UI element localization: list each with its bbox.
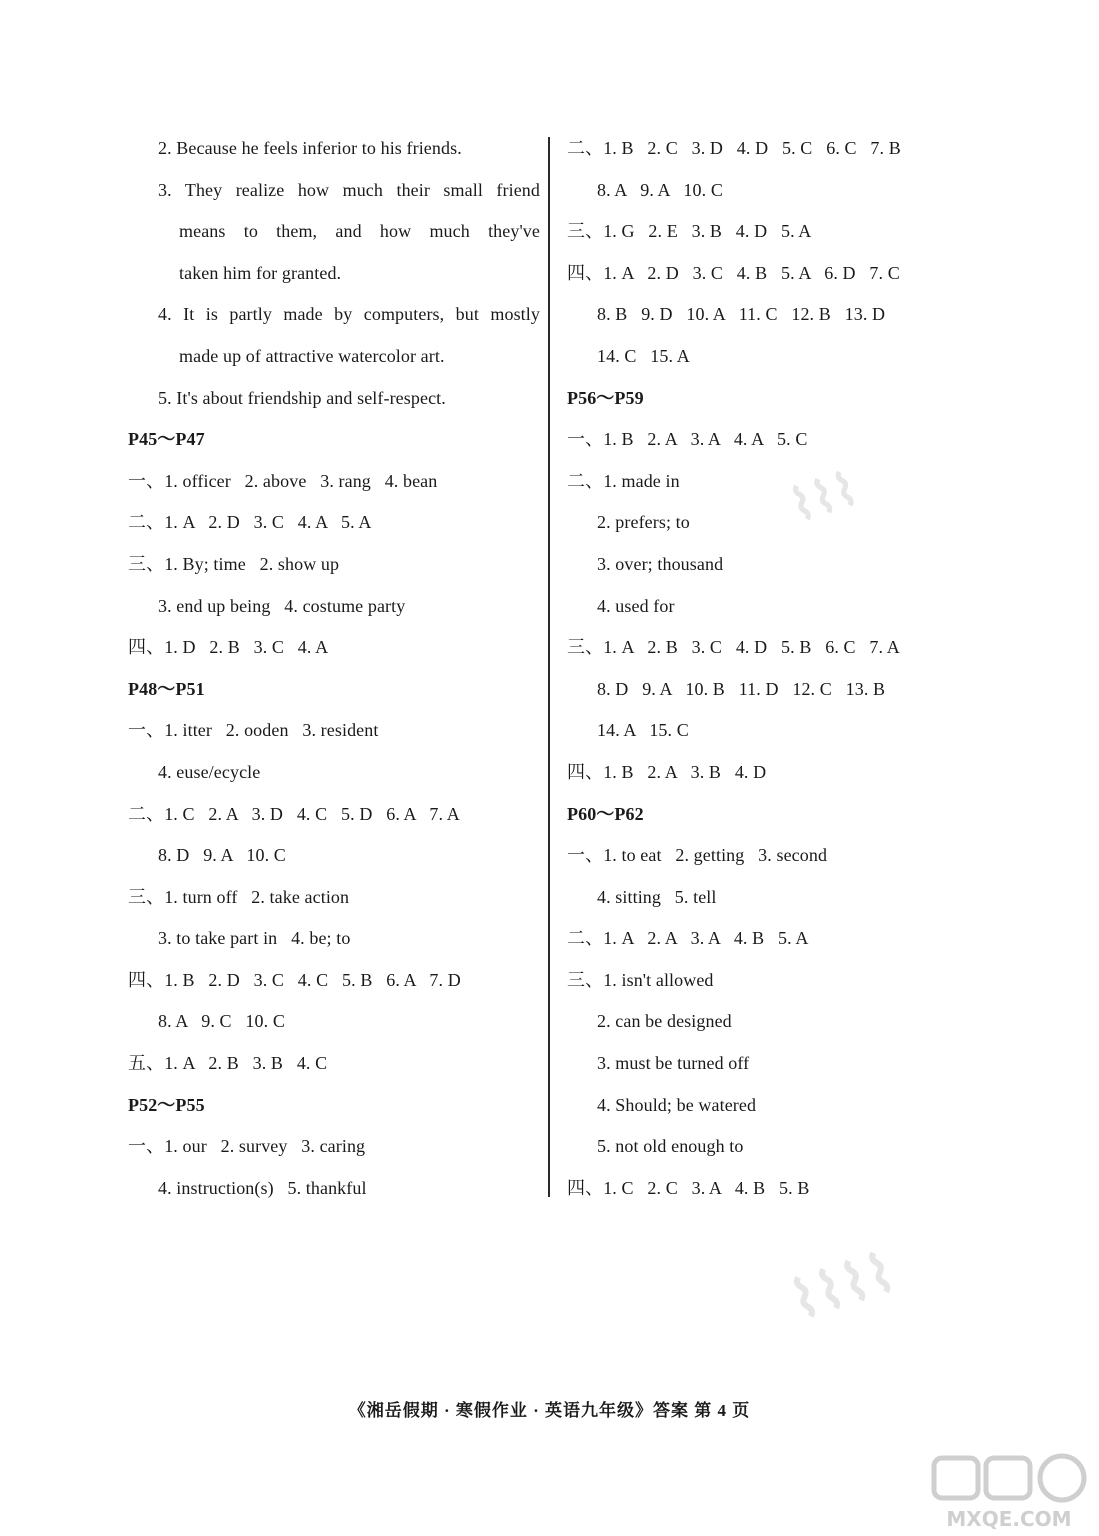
answer-line: 四、1. B 2. A 3. B 4. D <box>567 761 767 782</box>
answer-line: 4. It is partly made by computers, but mostly <box>158 304 540 325</box>
answer-line: 三、1. A 2. B 3. C 4. D 5. B 6. C 7. A <box>567 637 900 658</box>
answer-line: 14. C 15. A <box>597 345 690 366</box>
answer-line: 8. A 9. A 10. C <box>597 179 723 200</box>
answer-line: 2. prefers; to <box>597 512 690 533</box>
answer-line: 4. Should; be watered <box>597 1094 757 1115</box>
section-heading: P52～P55 <box>128 1094 205 1115</box>
answer-line: 8. D 9. A 10. B 11. D 12. C 13. B <box>597 678 886 699</box>
watermark-logo-icon <box>924 1452 1094 1532</box>
right-answer-column <box>567 128 987 1209</box>
answer-line: 4. sitting 5. tell <box>597 886 717 907</box>
answer-line: 三、1. turn off 2. take action <box>128 886 350 907</box>
section-heading: P48～P51 <box>128 678 205 699</box>
answer-line: 5. not old enough to <box>597 1136 744 1157</box>
answer-line: 14. A 15. C <box>597 720 689 741</box>
answer-line: made up of attractive watercolor art. <box>179 345 445 366</box>
answer-line: 三、1. By; time 2. show up <box>128 553 340 574</box>
answer-line: 二、1. A 2. D 3. C 4. A 5. A <box>128 512 372 533</box>
answer-line: 4. used for <box>597 595 675 616</box>
column-divider <box>548 137 550 1197</box>
left-answer-column <box>128 128 540 1209</box>
answer-line: 四、1. D 2. B 3. C 4. A <box>128 637 329 658</box>
answer-line: 二、1. A 2. A 3. A 4. B 5. A <box>567 928 809 949</box>
answer-line: 一、1. our 2. survey 3. caring <box>128 1136 366 1157</box>
answer-line: means to them, and how much they've <box>179 221 540 242</box>
answer-line: taken him for granted. <box>179 262 342 283</box>
answer-line: 二、1. B 2. C 3. D 4. D 5. C 6. C 7. B <box>567 138 901 158</box>
answer-line: 3. must be turned off <box>597 1053 750 1074</box>
answer-line: 一、1. B 2. A 3. A 4. A 5. C <box>567 429 808 450</box>
answer-line: 2. Because he feels inferior to his friends. <box>158 138 462 158</box>
faint-watermark: ⌇⌇⌇⌇ <box>782 1240 903 1333</box>
watermark-site-text: MXQE.COM <box>946 1507 1072 1531</box>
answer-line: 4. instruction(s) 5. thankful <box>158 1177 367 1198</box>
answer-line: 四、1. C 2. C 3. A 4. B 5. B <box>567 1177 810 1198</box>
answer-line: 4. euse/ecycle <box>158 761 261 782</box>
page-footer: 《湘岳假期 · 寒假作业 · 英语九年级》答案 第 4 页 <box>348 1401 751 1420</box>
answer-line: 二、1. C 2. A 3. D 4. C 5. D 6. A 7. A <box>128 803 460 824</box>
answer-line: 2. can be designed <box>597 1011 732 1032</box>
answer-line: 8. D 9. A 10. C <box>158 845 286 866</box>
answer-line: 一、1. officer 2. above 3. rang 4. bean <box>128 470 438 491</box>
answer-line: 8. B 9. D 10. A 11. C 12. B 13. D <box>597 304 886 325</box>
answer-line: 三、1. G 2. E 3. B 4. D 5. A <box>567 221 812 242</box>
answer-line: 一、1. itter 2. ooden 3. resident <box>128 720 379 741</box>
answer-line: 四、1. A 2. D 3. C 4. B 5. A 6. D 7. C <box>567 262 900 283</box>
answer-line: 三、1. isn't allowed <box>567 969 714 990</box>
answer-line: 3. to take part in 4. be; to <box>158 928 351 949</box>
answer-line: 3. over; thousand <box>597 553 724 574</box>
answer-line: 二、1. made in <box>567 470 680 491</box>
section-heading: P45～P47 <box>128 429 205 450</box>
answer-line: 8. A 9. C 10. C <box>158 1011 285 1032</box>
section-heading: P56～P59 <box>567 387 644 408</box>
answer-line: 5. It's about friendship and self-respect. <box>158 387 446 408</box>
answer-line: 五、1. A 2. B 3. B 4. C <box>128 1053 328 1074</box>
answer-line: 3. end up being 4. costume party <box>158 595 406 616</box>
answer-line: 一、1. to eat 2. getting 3. second <box>567 845 828 866</box>
section-heading: P60～P62 <box>567 803 644 824</box>
answer-line: 3. They realize how much their small friend <box>158 179 540 200</box>
answer-line: 四、1. B 2. D 3. C 4. C 5. B 6. A 7. D <box>128 969 461 990</box>
faint-watermark: ⌇⌇⌇ <box>783 460 865 534</box>
